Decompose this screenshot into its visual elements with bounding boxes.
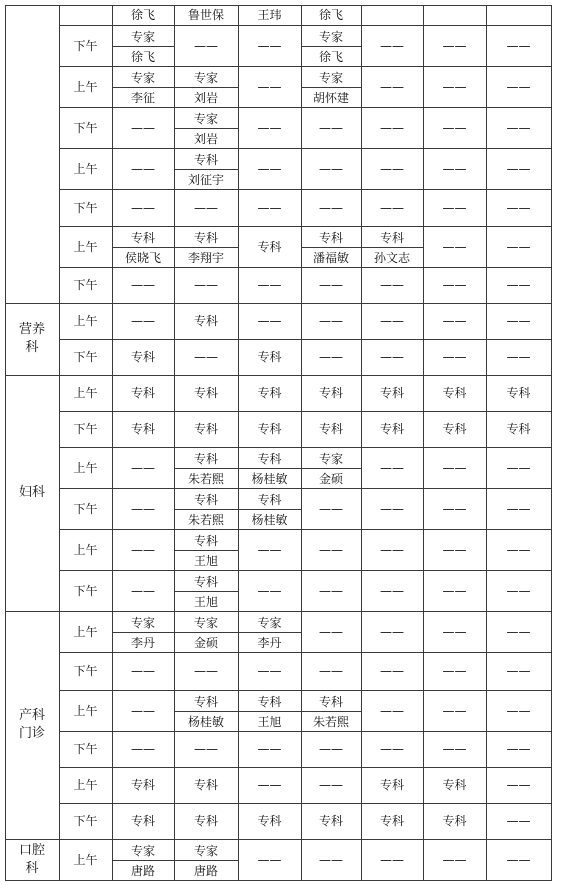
cell-divider xyxy=(301,247,361,248)
no-clinic-dash: —— xyxy=(506,814,531,828)
clinic-type: 专科 xyxy=(193,533,219,548)
clinic-type: 专科 xyxy=(193,451,219,466)
cell-divider xyxy=(238,509,301,510)
doctor-name: 胡怀建 xyxy=(312,91,350,105)
no-clinic-dash: —— xyxy=(319,350,343,364)
no-clinic-dash: —— xyxy=(380,583,404,598)
period-label: 上午 xyxy=(73,624,98,639)
period-label: 上午 xyxy=(73,460,98,475)
no-clinic-dash: —— xyxy=(442,703,467,718)
no-clinic-dash: —— xyxy=(257,583,282,598)
column-border xyxy=(238,5,239,881)
cell-divider xyxy=(238,468,301,469)
no-clinic-dash: —— xyxy=(380,314,404,328)
cell-divider xyxy=(174,550,238,551)
clinic-type: 专科 xyxy=(130,350,156,364)
no-clinic-dash: —— xyxy=(131,314,155,328)
clinic-type: 专家 xyxy=(130,615,156,630)
no-clinic-dash: —— xyxy=(380,38,404,53)
clinic-type: 专科 xyxy=(193,230,219,245)
clinic-type: 专科 xyxy=(257,422,282,436)
cell-divider xyxy=(174,169,238,170)
no-clinic-dash: —— xyxy=(442,742,467,756)
cell-divider xyxy=(174,468,238,469)
no-clinic-dash: —— xyxy=(319,200,343,215)
doctor-name: 朱若熙 xyxy=(187,472,225,486)
period-label: 上午 xyxy=(73,79,98,94)
doctor-name: 徐飞 xyxy=(130,50,156,64)
row-border xyxy=(5,611,552,612)
column-border xyxy=(486,5,487,881)
period-label: 下午 xyxy=(73,350,98,364)
cell-divider xyxy=(301,46,361,47)
clinic-type: 专科 xyxy=(257,814,282,828)
doctor-name: 朱若熙 xyxy=(312,715,350,729)
no-clinic-dash: —— xyxy=(194,200,218,215)
no-clinic-dash: —— xyxy=(131,278,155,292)
row-border xyxy=(59,767,552,768)
period-label: 上午 xyxy=(73,852,98,867)
department-label: 产科 xyxy=(18,708,46,723)
cell-divider xyxy=(112,46,174,47)
clinic-type: 专科 xyxy=(130,814,156,828)
no-clinic-dash: —— xyxy=(506,120,531,135)
no-clinic-dash: —— xyxy=(442,161,467,176)
department-label: 门诊 xyxy=(18,726,46,741)
no-clinic-dash: —— xyxy=(131,703,155,718)
clinic-type: 专家 xyxy=(130,29,156,44)
clinic-type: 专家 xyxy=(130,70,156,85)
clinic-type: 徐飞 xyxy=(318,8,344,22)
cell-divider xyxy=(112,632,174,633)
clinic-type: 鲁世保 xyxy=(187,8,225,22)
doctor-name: 刘征宇 xyxy=(187,173,225,187)
no-clinic-dash: —— xyxy=(506,703,531,718)
no-clinic-dash: —— xyxy=(257,161,282,176)
no-clinic-dash: —— xyxy=(506,278,531,292)
doctor-name: 王旭 xyxy=(257,715,282,729)
column-border xyxy=(361,5,362,881)
clinic-type: 专家 xyxy=(193,843,219,858)
doctor-name: 李丹 xyxy=(130,636,156,650)
row-border xyxy=(59,189,552,190)
doctor-name: 王旭 xyxy=(193,554,219,568)
period-label: 下午 xyxy=(73,200,98,215)
row-border xyxy=(59,731,552,732)
doctor-name: 王旭 xyxy=(193,595,219,609)
column-border xyxy=(301,5,302,881)
doctor-name: 唐路 xyxy=(193,864,219,878)
no-clinic-dash: —— xyxy=(506,624,531,639)
doctor-name: 李征 xyxy=(130,91,156,105)
clinic-type: 专科 xyxy=(130,778,156,792)
clinic-type: 专家 xyxy=(193,70,219,85)
column-border xyxy=(174,5,175,881)
no-clinic-dash: —— xyxy=(131,583,155,598)
clinic-type: 专科 xyxy=(318,694,344,709)
period-label: 上午 xyxy=(73,386,98,400)
clinic-type: 专科 xyxy=(193,778,219,792)
no-clinic-dash: —— xyxy=(380,501,404,516)
no-clinic-dash: —— xyxy=(506,852,531,867)
clinic-type: 专科 xyxy=(318,422,344,436)
doctor-name: 李翔宇 xyxy=(187,251,225,265)
no-clinic-dash: —— xyxy=(319,624,343,639)
clinic-type: 专家 xyxy=(318,70,344,85)
column-border xyxy=(551,5,552,881)
clinic-type: 专科 xyxy=(442,422,467,436)
period-label: 下午 xyxy=(73,583,98,598)
period-label: 上午 xyxy=(73,778,98,792)
cell-divider xyxy=(174,860,238,861)
no-clinic-dash: —— xyxy=(194,664,218,678)
row-border xyxy=(59,66,552,67)
no-clinic-dash: —— xyxy=(442,664,467,678)
column-border xyxy=(59,5,60,881)
no-clinic-dash: —— xyxy=(442,314,467,328)
cell-divider xyxy=(174,632,238,633)
row-border xyxy=(59,652,552,653)
cell-divider xyxy=(174,711,238,712)
no-clinic-dash: —— xyxy=(194,742,218,756)
clinic-type: 专科 xyxy=(130,230,156,245)
row-border xyxy=(5,880,552,881)
no-clinic-dash: —— xyxy=(194,38,218,53)
no-clinic-dash: —— xyxy=(319,664,343,678)
cell-divider xyxy=(174,591,238,592)
no-clinic-dash: —— xyxy=(319,778,343,792)
clinic-type: 专科 xyxy=(130,422,156,436)
clinic-type: 专科 xyxy=(379,422,405,436)
no-clinic-dash: —— xyxy=(319,161,343,176)
no-clinic-dash: —— xyxy=(257,778,282,792)
row-border xyxy=(59,226,552,227)
no-clinic-dash: —— xyxy=(380,79,404,94)
cell-divider xyxy=(238,632,301,633)
no-clinic-dash: —— xyxy=(131,664,155,678)
row-border xyxy=(59,267,552,268)
no-clinic-dash: —— xyxy=(442,350,467,364)
clinic-type: 专家 xyxy=(193,111,219,126)
no-clinic-dash: —— xyxy=(506,542,531,557)
no-clinic-dash: —— xyxy=(319,120,343,135)
clinic-type: 专科 xyxy=(257,451,282,466)
no-clinic-dash: —— xyxy=(442,501,467,516)
period-label: 上午 xyxy=(73,542,98,557)
clinic-type: 专家 xyxy=(318,29,344,44)
cell-divider xyxy=(112,247,174,248)
no-clinic-dash: —— xyxy=(380,200,404,215)
department-label: 营养 xyxy=(18,322,46,337)
clinic-type: 专科 xyxy=(506,422,531,436)
cell-divider xyxy=(301,711,361,712)
clinic-type: 王玮 xyxy=(257,8,282,22)
clinic-type: 专科 xyxy=(193,152,219,167)
no-clinic-dash: —— xyxy=(319,314,343,328)
clinic-type: 专家 xyxy=(318,451,344,466)
no-clinic-dash: —— xyxy=(506,778,531,792)
period-label: 下午 xyxy=(73,120,98,135)
clinic-type: 专科 xyxy=(506,386,531,400)
no-clinic-dash: —— xyxy=(442,200,467,215)
no-clinic-dash: —— xyxy=(257,314,282,328)
no-clinic-dash: —— xyxy=(319,501,343,516)
clinic-type: 专科 xyxy=(193,492,219,507)
row-border xyxy=(5,303,552,304)
no-clinic-dash: —— xyxy=(257,664,282,678)
doctor-name: 潘福敏 xyxy=(312,251,350,265)
clinic-type: 专科 xyxy=(379,778,405,792)
doctor-name: 朱若熙 xyxy=(187,513,225,527)
no-clinic-dash: —— xyxy=(194,350,218,364)
doctor-name: 侯晓飞 xyxy=(124,251,162,265)
no-clinic-dash: —— xyxy=(442,278,467,292)
clinic-type: 专科 xyxy=(193,574,219,589)
period-label: 上午 xyxy=(73,314,98,328)
no-clinic-dash: —— xyxy=(506,200,531,215)
no-clinic-dash: —— xyxy=(257,120,282,135)
period-label: 下午 xyxy=(73,664,98,678)
department-label: 妇科 xyxy=(18,485,46,500)
period-label: 下午 xyxy=(73,742,98,756)
period-label: 上午 xyxy=(73,161,98,176)
no-clinic-dash: —— xyxy=(131,200,155,215)
doctor-name: 唐路 xyxy=(130,864,156,878)
clinic-type: 专科 xyxy=(379,230,405,245)
no-clinic-dash: —— xyxy=(319,542,343,557)
clinic-type: 专科 xyxy=(193,314,219,328)
no-clinic-dash: —— xyxy=(380,350,404,364)
period-label: 上午 xyxy=(73,703,98,718)
clinic-type: 专科 xyxy=(442,778,467,792)
doctor-name: 徐飞 xyxy=(318,50,344,64)
no-clinic-dash: —— xyxy=(380,703,404,718)
cell-divider xyxy=(112,87,174,88)
department-label: 科 xyxy=(25,860,39,876)
cell-divider xyxy=(174,128,238,129)
no-clinic-dash: —— xyxy=(380,161,404,176)
clinic-type: 专科 xyxy=(318,814,344,828)
no-clinic-dash: —— xyxy=(506,350,531,364)
no-clinic-dash: —— xyxy=(131,742,155,756)
clinic-type: 专家 xyxy=(130,843,156,858)
period-label: 下午 xyxy=(73,814,98,828)
no-clinic-dash: —— xyxy=(319,278,343,292)
no-clinic-dash: —— xyxy=(442,624,467,639)
column-border xyxy=(5,5,6,881)
clinic-type: 专科 xyxy=(130,386,156,400)
clinic-type: 专科 xyxy=(442,814,467,828)
no-clinic-dash: —— xyxy=(380,852,404,867)
no-clinic-dash: —— xyxy=(257,542,282,557)
column-border xyxy=(112,5,113,881)
row-border xyxy=(59,803,552,804)
department-label: 口腔 xyxy=(18,842,46,858)
no-clinic-dash: —— xyxy=(506,38,531,53)
no-clinic-dash: —— xyxy=(194,278,218,292)
no-clinic-dash: —— xyxy=(257,742,282,756)
row-border xyxy=(59,447,552,448)
no-clinic-dash: —— xyxy=(442,79,467,94)
no-clinic-dash: —— xyxy=(380,542,404,557)
no-clinic-dash: —— xyxy=(442,583,467,598)
period-label: 下午 xyxy=(73,38,98,53)
no-clinic-dash: —— xyxy=(506,79,531,94)
column-border xyxy=(423,5,424,881)
department-label: 科 xyxy=(25,340,39,355)
cell-divider xyxy=(174,87,238,88)
no-clinic-dash: —— xyxy=(442,239,467,254)
clinic-type: 专科 xyxy=(193,694,219,709)
clinic-type: 专科 xyxy=(193,814,219,828)
clinic-type: 专科 xyxy=(379,814,405,828)
row-border xyxy=(5,375,552,376)
no-clinic-dash: —— xyxy=(319,742,343,756)
period-label: 下午 xyxy=(73,422,98,436)
no-clinic-dash: —— xyxy=(380,120,404,135)
no-clinic-dash: —— xyxy=(319,583,343,598)
cell-divider xyxy=(301,468,361,469)
no-clinic-dash: —— xyxy=(257,38,282,53)
clinic-type: 专科 xyxy=(257,386,282,400)
no-clinic-dash: —— xyxy=(506,664,531,678)
no-clinic-dash: —— xyxy=(442,542,467,557)
doctor-name: 金硕 xyxy=(193,636,219,650)
cell-divider xyxy=(361,247,423,248)
no-clinic-dash: —— xyxy=(506,501,531,516)
no-clinic-dash: —— xyxy=(506,583,531,598)
doctor-name: 刘岩 xyxy=(193,91,219,105)
period-label: 下午 xyxy=(73,278,98,292)
no-clinic-dash: —— xyxy=(442,38,467,53)
no-clinic-dash: —— xyxy=(131,542,155,557)
clinic-type: 专科 xyxy=(257,239,282,254)
no-clinic-dash: —— xyxy=(257,200,282,215)
no-clinic-dash: —— xyxy=(380,460,404,475)
cell-divider xyxy=(112,860,174,861)
doctor-name: 刘岩 xyxy=(193,132,219,146)
no-clinic-dash: —— xyxy=(506,161,531,176)
row-border xyxy=(59,529,552,530)
doctor-name: 孙文志 xyxy=(373,251,411,265)
no-clinic-dash: —— xyxy=(380,278,404,292)
clinic-type: 专科 xyxy=(257,350,282,364)
clinic-type: 专科 xyxy=(442,386,467,400)
cell-divider xyxy=(174,247,238,248)
clinic-type: 专科 xyxy=(193,422,219,436)
period-label: 上午 xyxy=(73,239,98,254)
no-clinic-dash: —— xyxy=(506,460,531,475)
no-clinic-dash: —— xyxy=(380,742,404,756)
row-border xyxy=(59,690,552,691)
no-clinic-dash: —— xyxy=(257,852,282,867)
clinic-type: 专科 xyxy=(318,386,344,400)
doctor-name: 杨桂敏 xyxy=(187,715,225,729)
no-clinic-dash: —— xyxy=(442,460,467,475)
row-border xyxy=(59,107,552,108)
row-border xyxy=(59,411,552,412)
no-clinic-dash: —— xyxy=(380,624,404,639)
row-border xyxy=(5,5,552,6)
clinic-type: 专家 xyxy=(257,615,282,630)
no-clinic-dash: —— xyxy=(506,239,531,254)
clinic-type: 徐飞 xyxy=(130,8,156,22)
no-clinic-dash: —— xyxy=(257,278,282,292)
row-border xyxy=(59,25,552,26)
no-clinic-dash: —— xyxy=(131,501,155,516)
clinic-type: 专科 xyxy=(257,492,282,507)
doctor-name: 杨桂敏 xyxy=(251,513,288,527)
clinic-type: 专科 xyxy=(318,230,344,245)
row-border xyxy=(59,148,552,149)
no-clinic-dash: —— xyxy=(319,852,343,867)
no-clinic-dash: —— xyxy=(131,161,155,176)
clinic-type: 专科 xyxy=(257,694,282,709)
no-clinic-dash: —— xyxy=(442,852,467,867)
clinic-type: 专家 xyxy=(193,615,219,630)
no-clinic-dash: —— xyxy=(380,664,404,678)
row-border xyxy=(59,488,552,489)
no-clinic-dash: —— xyxy=(131,120,155,135)
doctor-name: 杨桂敏 xyxy=(251,472,288,486)
clinic-type: 专科 xyxy=(379,386,405,400)
no-clinic-dash: —— xyxy=(506,742,531,756)
cell-divider xyxy=(238,711,301,712)
cell-divider xyxy=(174,509,238,510)
row-border xyxy=(5,839,552,840)
period-label: 下午 xyxy=(73,501,98,516)
row-border xyxy=(59,570,552,571)
doctor-name: 李丹 xyxy=(257,636,282,650)
cell-divider xyxy=(301,87,361,88)
no-clinic-dash: —— xyxy=(506,314,531,328)
no-clinic-dash: —— xyxy=(442,120,467,135)
no-clinic-dash: —— xyxy=(257,79,282,94)
doctor-name: 金硕 xyxy=(318,472,344,486)
no-clinic-dash: —— xyxy=(131,460,155,475)
row-border xyxy=(59,339,552,340)
clinic-type: 专科 xyxy=(193,386,219,400)
